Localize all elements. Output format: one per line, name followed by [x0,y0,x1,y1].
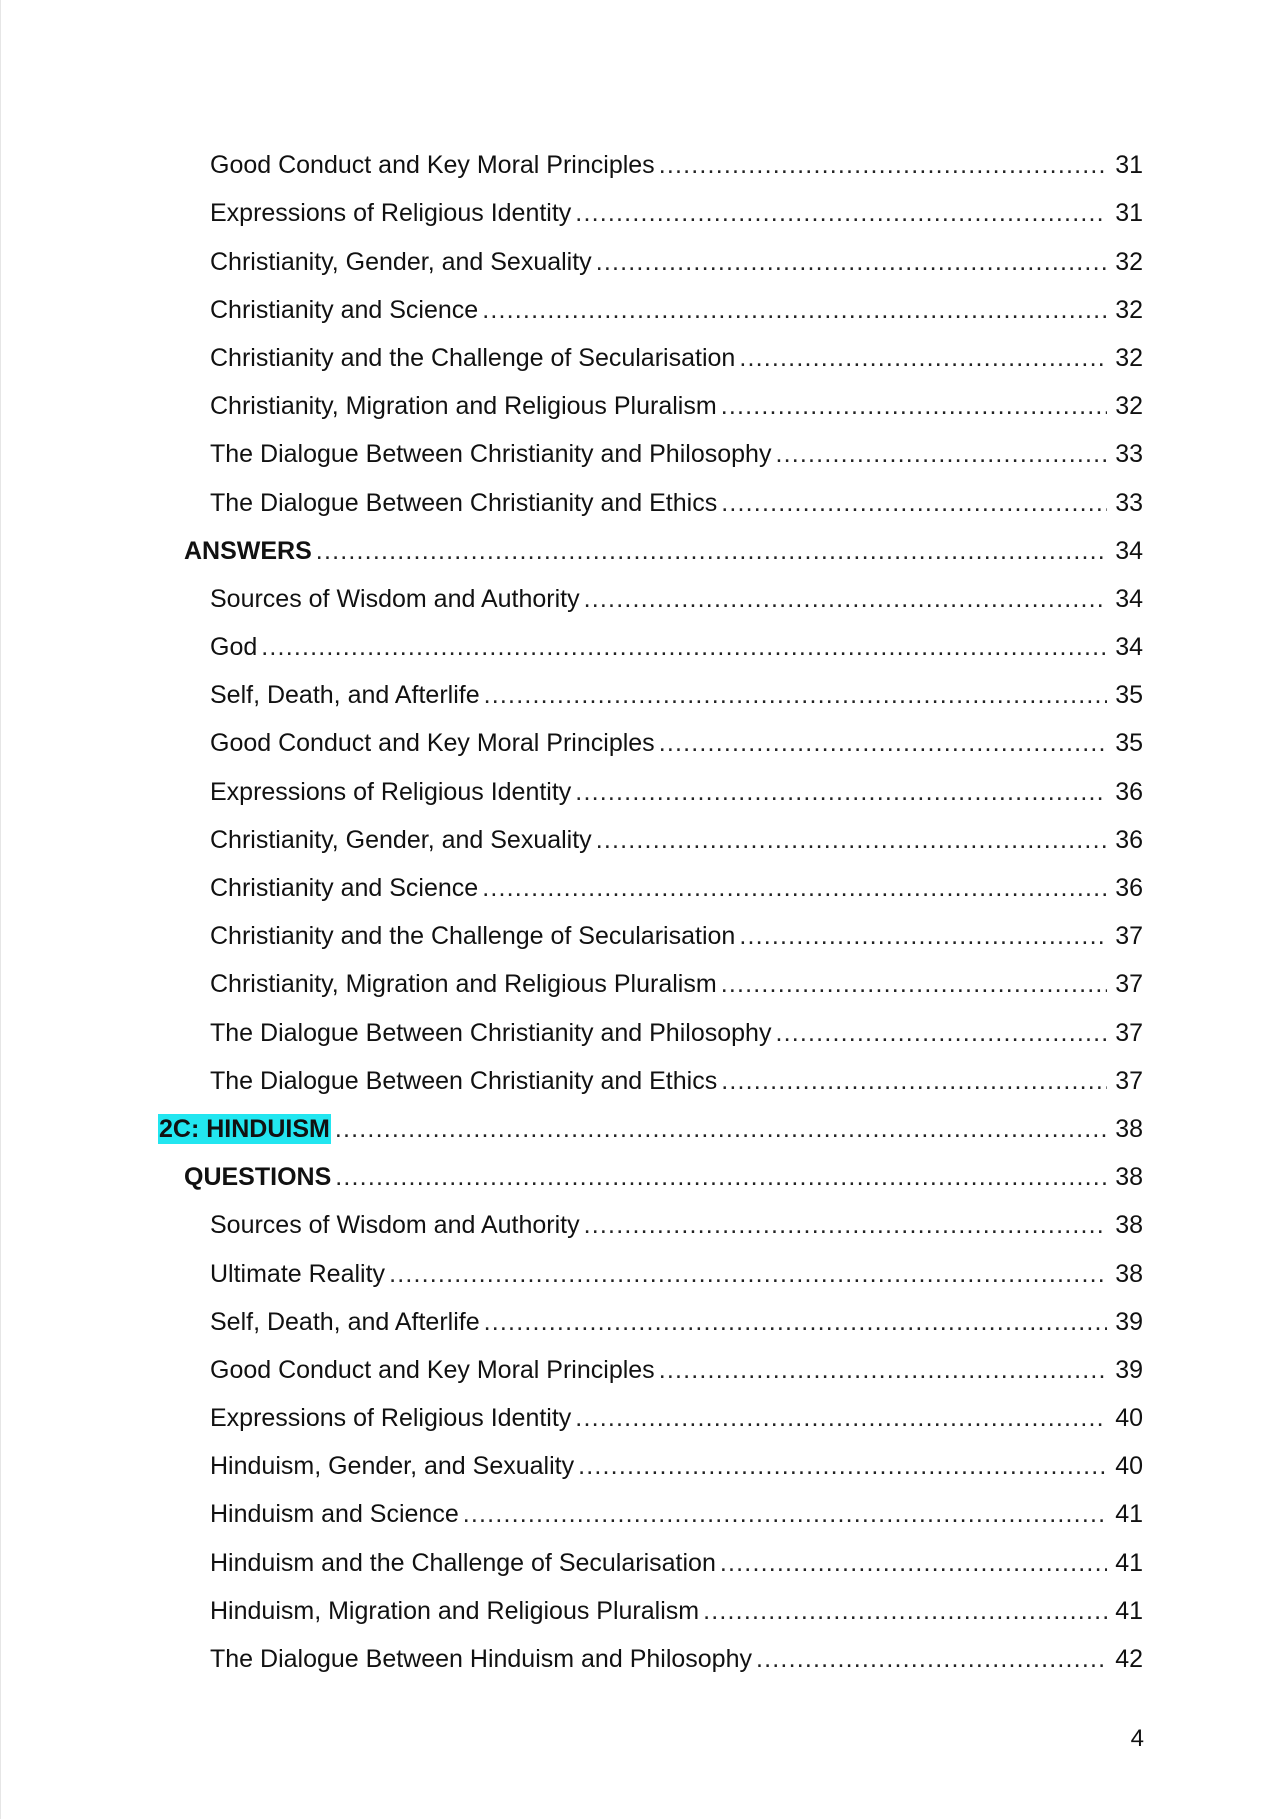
toc-dot-leader [756,1644,1107,1674]
toc-entry-page: 41 [1115,1548,1143,1577]
toc-entry-content [210,969,1143,999]
toc-entry[interactable] [1,1586,1287,1634]
toc-entry-page: 41 [1115,1500,1143,1529]
toc-entry[interactable] [1,333,1287,381]
toc-dot-leader [575,1403,1107,1433]
toc-entry-page: 33 [1115,488,1143,517]
toc-entry-title: Christianity and the Challenge of Secularisation [210,343,736,372]
toc-entry-title: God [210,633,258,662]
toc-entry-content [210,1355,1143,1385]
toc-entry-title: Good Conduct and Key Moral Principles [210,1355,655,1384]
toc-dot-leader [739,921,1107,951]
toc-entry-title: Christianity, Migration and Religious Pluralism [210,392,717,421]
toc-dot-leader [484,1307,1107,1337]
toc-entry-title: Christianity and the Challenge of Secularisation [210,922,736,951]
toc-dot-leader [703,1596,1107,1626]
toc-entry-content [210,1548,1143,1578]
toc-entry[interactable] [1,766,1287,814]
toc-dot-leader [721,391,1107,421]
toc-entry-page: 40 [1115,1404,1143,1433]
toc-entry-content [184,536,1143,566]
toc-entry-title: Expressions of Religious Identity [210,777,572,806]
toc-dot-leader [482,873,1107,903]
page-number: 4 [1130,1725,1144,1752]
toc-entry[interactable] [1,815,1287,863]
toc-entry-content [210,1451,1143,1481]
toc-entry-page: 37 [1115,922,1143,951]
toc-entry-content [210,584,1143,614]
toc-entry-page: 36 [1115,825,1143,854]
toc-entry-title: Sources of Wisdom and Authority [210,1211,580,1240]
toc-entry[interactable] [1,1345,1287,1393]
toc-entry-title: Christianity and Science [210,295,479,324]
toc-entry-content [210,921,1143,951]
toc-entry-title: Hinduism, Gender, and Sexuality [210,1452,575,1481]
toc-entry-page: 31 [1115,199,1143,228]
toc-entry[interactable] [1,1297,1287,1345]
toc-dot-leader [575,777,1107,807]
toc-dot-leader [584,584,1107,614]
toc-dot-leader [578,1451,1107,1481]
toc-entry[interactable] [1,1152,1287,1200]
toc-entry-page: 40 [1115,1452,1143,1481]
toc-entry-title: Good Conduct and Key Moral Principles [210,729,655,758]
toc-entry-page: 33 [1115,440,1143,469]
toc-dot-leader [720,1548,1107,1578]
toc-entry[interactable] [1,1007,1287,1055]
toc-entry-title: The Dialogue Between Christianity and Philosophy [210,440,772,469]
toc-entry-page: 34 [1115,584,1143,613]
toc-entry-page: 38 [1115,1114,1143,1143]
toc-dot-leader [596,825,1107,855]
toc-dot-leader [482,295,1107,325]
toc-entry-content [210,728,1143,758]
toc-entry-content [210,1259,1143,1289]
toc-dot-leader [335,1114,1107,1144]
toc-entry-title: Self, Death, and Afterlife [210,1307,480,1336]
toc-dot-leader [316,536,1107,566]
toc-entry[interactable] [1,1441,1287,1489]
toc-entry-content [210,777,1143,807]
toc-entry[interactable] [1,718,1287,766]
toc-entry-content [210,343,1143,373]
toc-entry-page: 35 [1115,681,1143,710]
toc-dot-leader [721,488,1107,518]
toc-entry[interactable] [1,526,1287,574]
toc-dot-leader [389,1259,1107,1289]
toc-entry-page: 34 [1115,633,1143,662]
toc-entry[interactable] [1,1537,1287,1585]
toc-entry-title: Sources of Wisdom and Authority [210,584,580,613]
toc-entry[interactable] [1,477,1287,525]
toc-entry-title-highlighted: 2C: HINDUISM [159,1114,330,1143]
toc-entry-content [210,488,1143,518]
toc-dot-leader [721,969,1107,999]
toc-entry-content [210,632,1143,662]
toc-entry[interactable] [1,1393,1287,1441]
toc-entry-page: 38 [1115,1211,1143,1240]
toc-entry[interactable] [1,911,1287,959]
toc-entry-content [210,1644,1143,1674]
toc-entry-title: QUESTIONS [184,1163,332,1192]
toc-entry-page: 34 [1115,536,1143,565]
toc-entry-page: 38 [1115,1259,1143,1288]
toc-dot-leader [775,1018,1107,1048]
toc-entry[interactable] [1,1104,1287,1152]
toc-dot-leader [659,1355,1107,1385]
toc-entry-content [210,1307,1143,1337]
toc-entry-content [210,1066,1143,1096]
toc-entry[interactable] [1,1056,1287,1104]
toc-entry-title: Expressions of Religious Identity [210,199,572,228]
toc-entry-page: 36 [1115,874,1143,902]
toc-entry-page: 41 [1115,1596,1143,1625]
toc-entry-title: The Dialogue Between Hinduism and Philosophy [210,1645,752,1673]
toc-entry-page: 32 [1115,343,1143,372]
table-of-contents [1,140,1287,1682]
toc-entry-content [210,1210,1143,1240]
toc-entry-title: Good Conduct and Key Moral Principles [210,151,655,180]
toc-entry-title: Christianity, Gender, and Sexuality [210,825,592,854]
toc-entry-content [210,391,1143,421]
toc-entry-title: Christianity, Migration and Religious Pluralism [210,970,717,999]
toc-entry-content [210,873,1143,903]
toc-entry-title: Hinduism and Science [210,1500,459,1529]
toc-entry-page: 39 [1115,1307,1143,1336]
toc-entry[interactable] [1,622,1287,670]
toc-dot-leader [584,1210,1107,1240]
toc-entry-title: The Dialogue Between Christianity and Philosophy [210,1018,772,1047]
toc-entry-title: Christianity and Science [210,874,479,902]
toc-dot-leader [739,343,1107,373]
toc-entry[interactable] [1,863,1287,911]
toc-entry-title: ANSWERS [184,536,312,565]
toc-entry-page: 37 [1115,1066,1143,1095]
toc-entry-page: 36 [1115,777,1143,806]
toc-entry[interactable] [1,429,1287,477]
toc-entry[interactable] [1,1489,1287,1537]
toc-entry-content [210,1596,1143,1626]
toc-entry[interactable] [1,1248,1287,1296]
toc-dot-leader [463,1499,1107,1529]
toc-entry[interactable] [1,236,1287,284]
toc-entry[interactable] [1,1200,1287,1248]
toc-entry-content [210,439,1143,469]
toc-entry-title: Hinduism and the Challenge of Secularisation [210,1548,716,1577]
toc-entry[interactable] [1,1634,1287,1682]
toc-entry-title: The Dialogue Between Christianity and Ethics [210,488,718,517]
toc-entry-content [210,1403,1143,1433]
toc-entry[interactable] [1,140,1287,188]
toc-dot-leader [721,1066,1107,1096]
toc-entry-page: 38 [1115,1163,1143,1192]
toc-entry-page: 37 [1115,1018,1143,1047]
toc-entry[interactable] [1,381,1287,429]
toc-entry-content [210,295,1143,325]
toc-entry-page: 32 [1115,392,1143,421]
toc-entry-title: Ultimate Reality [210,1259,386,1288]
toc-entry-title: Self, Death, and Afterlife [210,681,480,710]
toc-entry-page: 35 [1115,729,1143,758]
toc-entry-page: 39 [1115,1355,1143,1384]
toc-entry-content [210,1018,1143,1048]
toc-entry-title: Christianity, Gender, and Sexuality [210,247,592,276]
toc-entry-content [210,825,1143,855]
toc-entry-title: The Dialogue Between Christianity and Ethics [210,1066,718,1095]
toc-entry-content [210,247,1143,277]
toc-entry[interactable] [1,670,1287,718]
toc-entry[interactable] [1,959,1287,1007]
toc-entry-content [158,1114,1143,1144]
toc-entry-page: 42 [1115,1645,1143,1673]
toc-dot-leader [659,728,1107,758]
toc-dot-leader [261,632,1107,662]
toc-dot-leader [335,1162,1107,1192]
toc-entry-content [184,1162,1143,1192]
toc-dot-leader [484,680,1107,710]
toc-dot-leader [659,150,1107,180]
toc-entry-content [210,1499,1143,1529]
toc-entry-page: 32 [1115,295,1143,324]
toc-entry-content [210,150,1143,180]
toc-entry-title: Expressions of Religious Identity [210,1404,572,1433]
toc-dot-leader [775,439,1107,469]
toc-entry-page: 32 [1115,247,1143,276]
toc-entry-title: Hinduism, Migration and Religious Pluralism [210,1596,700,1625]
toc-entry-page: 31 [1115,151,1143,180]
toc-entry-page: 37 [1115,970,1143,999]
toc-entry[interactable] [1,188,1287,236]
toc-entry[interactable] [1,574,1287,622]
toc-entry[interactable] [1,285,1287,333]
toc-entry-content [210,680,1143,710]
toc-dot-leader [596,247,1107,277]
toc-entry-content [210,198,1143,228]
toc-dot-leader [575,198,1107,228]
